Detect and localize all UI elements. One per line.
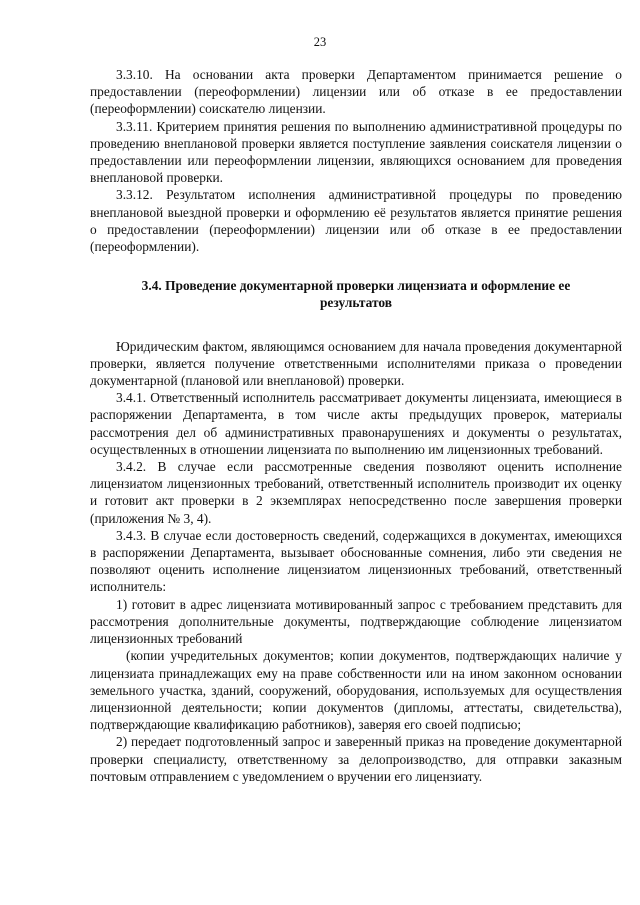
paragraph-3-4-2: 3.4.2. В случае если рассмотренные сведения позволяют оценить исполнение лицензиатом лицензионных требований, ответственный исполнитель производит их оценку и готовит акт проверки в 2 экземплярах непосредственно после завершения проверки (приложения № 3, 4). <box>90 459 622 526</box>
paragraph-3-3-10: 3.3.10. На основании акта проверки Департаментом принимается решение о предоставлении (переоформлении) лицензии или об отказе в ее предоставлении (переоформлении) соискателю лицензии. <box>90 67 622 117</box>
page-body <box>90 66 622 785</box>
paragraph-3-3-11: 3.3.11. Критерием принятия решения по выполнению административной процедуры по проведению внеплановой проверки является поступление заявления соискателя лицензии о предоставлении или переоформлении лицензии, являющихся основанием для проведения внеплановой проверки. <box>90 118 622 186</box>
paragraph-3-4-1: 3.4.1. Ответственный исполнитель рассматривает документы лицензиата, имеющиеся в распоряжении Департамента, в том числе акты предыдущих проверок, материалы рассмотрения дел об административных правонарушениях и документы о результатах, осуществленных в отношении лицензиата по выполнению им лицензионных требований. <box>90 390 622 457</box>
list-item-1: 1) готовит в адрес лицензиата мотивированный запрос с требованием представить для рассмотрения дополнительные документы, подтверждающие соблюдение лицензиатом лицензионных требований <box>90 596 622 647</box>
paragraph-legal-fact: Юридическим фактом, являющимся основанием для начала проведения документарной проверки, является получение ответственными исполнителями приказа о проведении документарной (плановой или внеплановой) проверки. <box>90 338 622 389</box>
paragraph-3-4-3: 3.4.3. В случае если достоверность сведений, содержащихся в документах, имеющихся в распоряжении Департамента, вызывает обоснованные сомнения, либо эти сведения не позволяют оценить исполнение лицензиатом лицензионных требований, ответственный исполнитель: <box>90 527 622 595</box>
list-item-1-details: (копии учредительных документов; копии документов, подтверждающих наличие у лицензиата принадлежащих ему на праве собственности или на ином законном основании земельного участка, зданий, сооружений, оборудования, используемых для осуществления лицензионной деятельности; копии документов (дипломы, аттестаты, свидетельства), подтверждающие квалификацию работников), заверяя его своей подписью; <box>90 648 622 733</box>
paragraph-3-3-12: 3.3.12. Результатом исполнения административной процедуры по проведению внеплановой выездной проверки и оформлению её результатов является принятие решения о предоставлении (переоформлении) лицензии или об отказе в ее предоставлении (переоформлении). <box>90 187 622 255</box>
section-heading: 3.4. Проведение документарной проверки лицензиата и оформление ее результатов <box>141 278 571 311</box>
page-number: 23 <box>313 35 327 49</box>
list-item-2: 2) передает подготовленный запрос и заверенный приказ на проведение документарной проверки специалисту, ответственному за делопроизводство, для отправки заказным почтовым отправлением с уведомлением о вручении его лицензиату. <box>90 734 622 784</box>
